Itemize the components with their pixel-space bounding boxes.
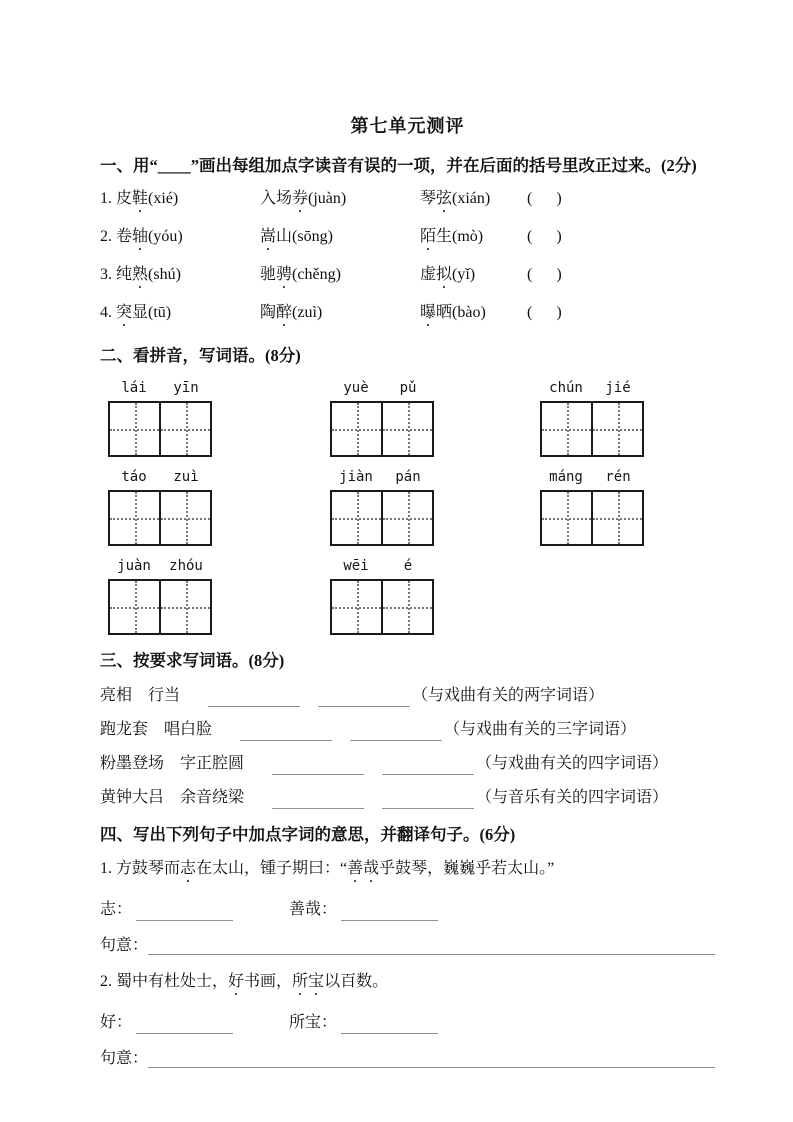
section2-heading: 二、看拼音，写词语。(8分) <box>100 346 301 365</box>
answer-blank <box>272 792 364 809</box>
answer-parentheses: ( ) <box>527 266 562 283</box>
pinyin-label <box>540 380 644 396</box>
pinyin-syllable: wēi <box>343 558 369 574</box>
word-item: 琴弦(xián) <box>420 190 491 207</box>
grid-cell <box>591 403 642 455</box>
writing-grid <box>108 579 212 635</box>
answer-blank <box>240 724 332 741</box>
pronunciation-row <box>100 264 715 292</box>
pinyin-syllable: lái <box>121 380 147 396</box>
category-words: 亮相 行当 <box>100 687 181 704</box>
answer-blank <box>382 758 474 775</box>
meaning-label: 句意： <box>100 1050 149 1067</box>
pinyin-label <box>540 469 644 485</box>
category-note: （与戏曲有关的四字词语） <box>476 755 669 772</box>
answer-blank <box>341 904 438 921</box>
grid-cell <box>542 403 591 455</box>
word-item: 驰骋(chěng) <box>260 266 341 283</box>
answer-blank <box>136 1017 233 1034</box>
writing-grid <box>540 490 644 546</box>
word-item: 嵩山(sōng) <box>260 228 333 245</box>
pinyin-grid-unit <box>108 380 212 457</box>
pinyin-syllable: é <box>403 558 413 574</box>
grid-cell <box>159 403 210 455</box>
pinyin-syllable: zuì <box>173 469 199 485</box>
pinyin-syllable: juàn <box>117 558 151 574</box>
answer-blank <box>382 792 474 809</box>
pinyin-syllable: chún <box>549 380 583 396</box>
grid-cell <box>332 403 381 455</box>
sentence-text: 1. 方鼓琴而志在太山，锺子期曰：“善哉乎鼓琴，巍巍乎若太山。” <box>100 860 555 877</box>
writing-grid <box>330 401 434 457</box>
pinyin-grid-unit <box>540 380 644 457</box>
answer-parentheses: ( ) <box>527 228 562 245</box>
sentence-meaning-row <box>100 934 715 957</box>
pinyin-grid-unit <box>330 380 434 457</box>
grid-cell <box>110 492 159 544</box>
grid-cell <box>332 492 381 544</box>
pinyin-label <box>108 558 212 574</box>
writing-grid <box>330 579 434 635</box>
category-note: （与音乐有关的四字词语） <box>476 789 669 806</box>
pinyin-syllable: pán <box>395 469 421 485</box>
grid-cell <box>381 581 432 633</box>
pinyin-syllable: jiàn <box>339 469 373 485</box>
section4-heading: 四、写出下列句子中加点字词的意思，并翻译句子。(6分) <box>100 825 516 844</box>
pinyin-grid-unit <box>108 469 212 546</box>
pinyin-grid-row <box>100 558 715 635</box>
word-category-line <box>100 752 715 775</box>
word-category-line <box>100 684 715 707</box>
meaning-label: 句意： <box>100 937 149 954</box>
grid-cell <box>159 492 210 544</box>
sentence-text: 2. 蜀中有杜处士，好书画，所宝以百数。 <box>100 973 389 990</box>
writing-grid <box>540 401 644 457</box>
answer-parentheses: ( ) <box>527 304 562 321</box>
pinyin-label <box>330 469 434 485</box>
pinyin-syllable: pǔ <box>399 380 417 396</box>
answer-label: 善哉： <box>289 901 338 918</box>
answer-blank <box>136 904 233 921</box>
pronunciation-row <box>100 302 715 330</box>
pronunciation-row <box>100 226 715 254</box>
pinyin-syllable: jié <box>605 380 631 396</box>
word-item: 1. 皮鞋(xié) <box>100 190 179 207</box>
page-title: 第七单元测评 <box>350 116 465 136</box>
answer-row <box>100 898 715 921</box>
section1-heading: 一、用“____”画出每组加点字读音有误的一项，并在后面的括号里改正过来。(2分) <box>100 156 697 175</box>
pinyin-grid-row <box>100 380 715 457</box>
pinyin-label <box>330 380 434 396</box>
sentence-meaning-row <box>100 1047 715 1070</box>
category-words: 跑龙套 唱白脸 <box>100 721 213 738</box>
pinyin-grid-unit <box>540 469 644 546</box>
answer-blank <box>350 724 442 741</box>
section3-heading: 三、按要求写词语。(8分) <box>100 651 285 670</box>
pinyin-syllable: rén <box>605 469 631 485</box>
answer-blank <box>318 690 410 707</box>
pinyin-syllable: yīn <box>173 380 199 396</box>
grid-cell <box>381 403 432 455</box>
word-item: 陶醉(zuì) <box>260 304 323 321</box>
word-item: 陌生(mò) <box>420 228 484 245</box>
category-words: 黄钟大吕 余音绕梁 <box>100 789 245 806</box>
pinyin-syllable: táo <box>121 469 147 485</box>
pinyin-label <box>108 469 212 485</box>
pinyin-label <box>108 380 212 396</box>
category-note: （与戏曲有关的三字词语） <box>444 721 637 738</box>
answer-label: 志： <box>100 901 133 918</box>
word-item: 入场券(juàn) <box>260 190 347 207</box>
word-item: 4. 突显(tū) <box>100 304 172 321</box>
grid-cell <box>591 492 642 544</box>
grid-cell <box>159 581 210 633</box>
answer-label: 所宝： <box>289 1014 338 1031</box>
pinyin-label <box>330 558 434 574</box>
word-item: 2. 卷轴(yóu) <box>100 228 183 245</box>
pinyin-grid-unit <box>330 469 434 546</box>
pinyin-syllable: máng <box>549 469 583 485</box>
pinyin-syllable: yuè <box>343 380 369 396</box>
word-item: 3. 纯熟(shú) <box>100 266 181 283</box>
category-words: 粉墨登场 字正腔圆 <box>100 755 245 772</box>
answer-line <box>148 1051 715 1068</box>
grid-cell <box>381 492 432 544</box>
answer-blank <box>272 758 364 775</box>
answer-parentheses: ( ) <box>527 190 562 207</box>
grid-cell <box>110 581 159 633</box>
writing-grid <box>108 490 212 546</box>
word-category-line <box>100 786 715 809</box>
grid-cell <box>542 492 591 544</box>
word-category-line <box>100 718 715 741</box>
pinyin-grid-unit <box>108 558 212 635</box>
category-note: （与戏曲有关的两字词语） <box>412 687 605 704</box>
pinyin-grid-unit <box>330 558 434 635</box>
writing-grid <box>330 490 434 546</box>
answer-blank <box>208 690 300 707</box>
pronunciation-row <box>100 188 715 216</box>
answer-blank <box>341 1017 438 1034</box>
grid-cell <box>110 403 159 455</box>
writing-grid <box>108 401 212 457</box>
grid-cell <box>332 581 381 633</box>
answer-label: 好： <box>100 1014 133 1031</box>
pinyin-grid-row <box>100 469 715 546</box>
answer-line <box>148 938 715 955</box>
pinyin-syllable: zhóu <box>169 558 203 574</box>
word-item: 虚拟(yǐ) <box>420 266 476 283</box>
word-item: 曝晒(bào) <box>420 304 486 321</box>
answer-row <box>100 1011 715 1034</box>
